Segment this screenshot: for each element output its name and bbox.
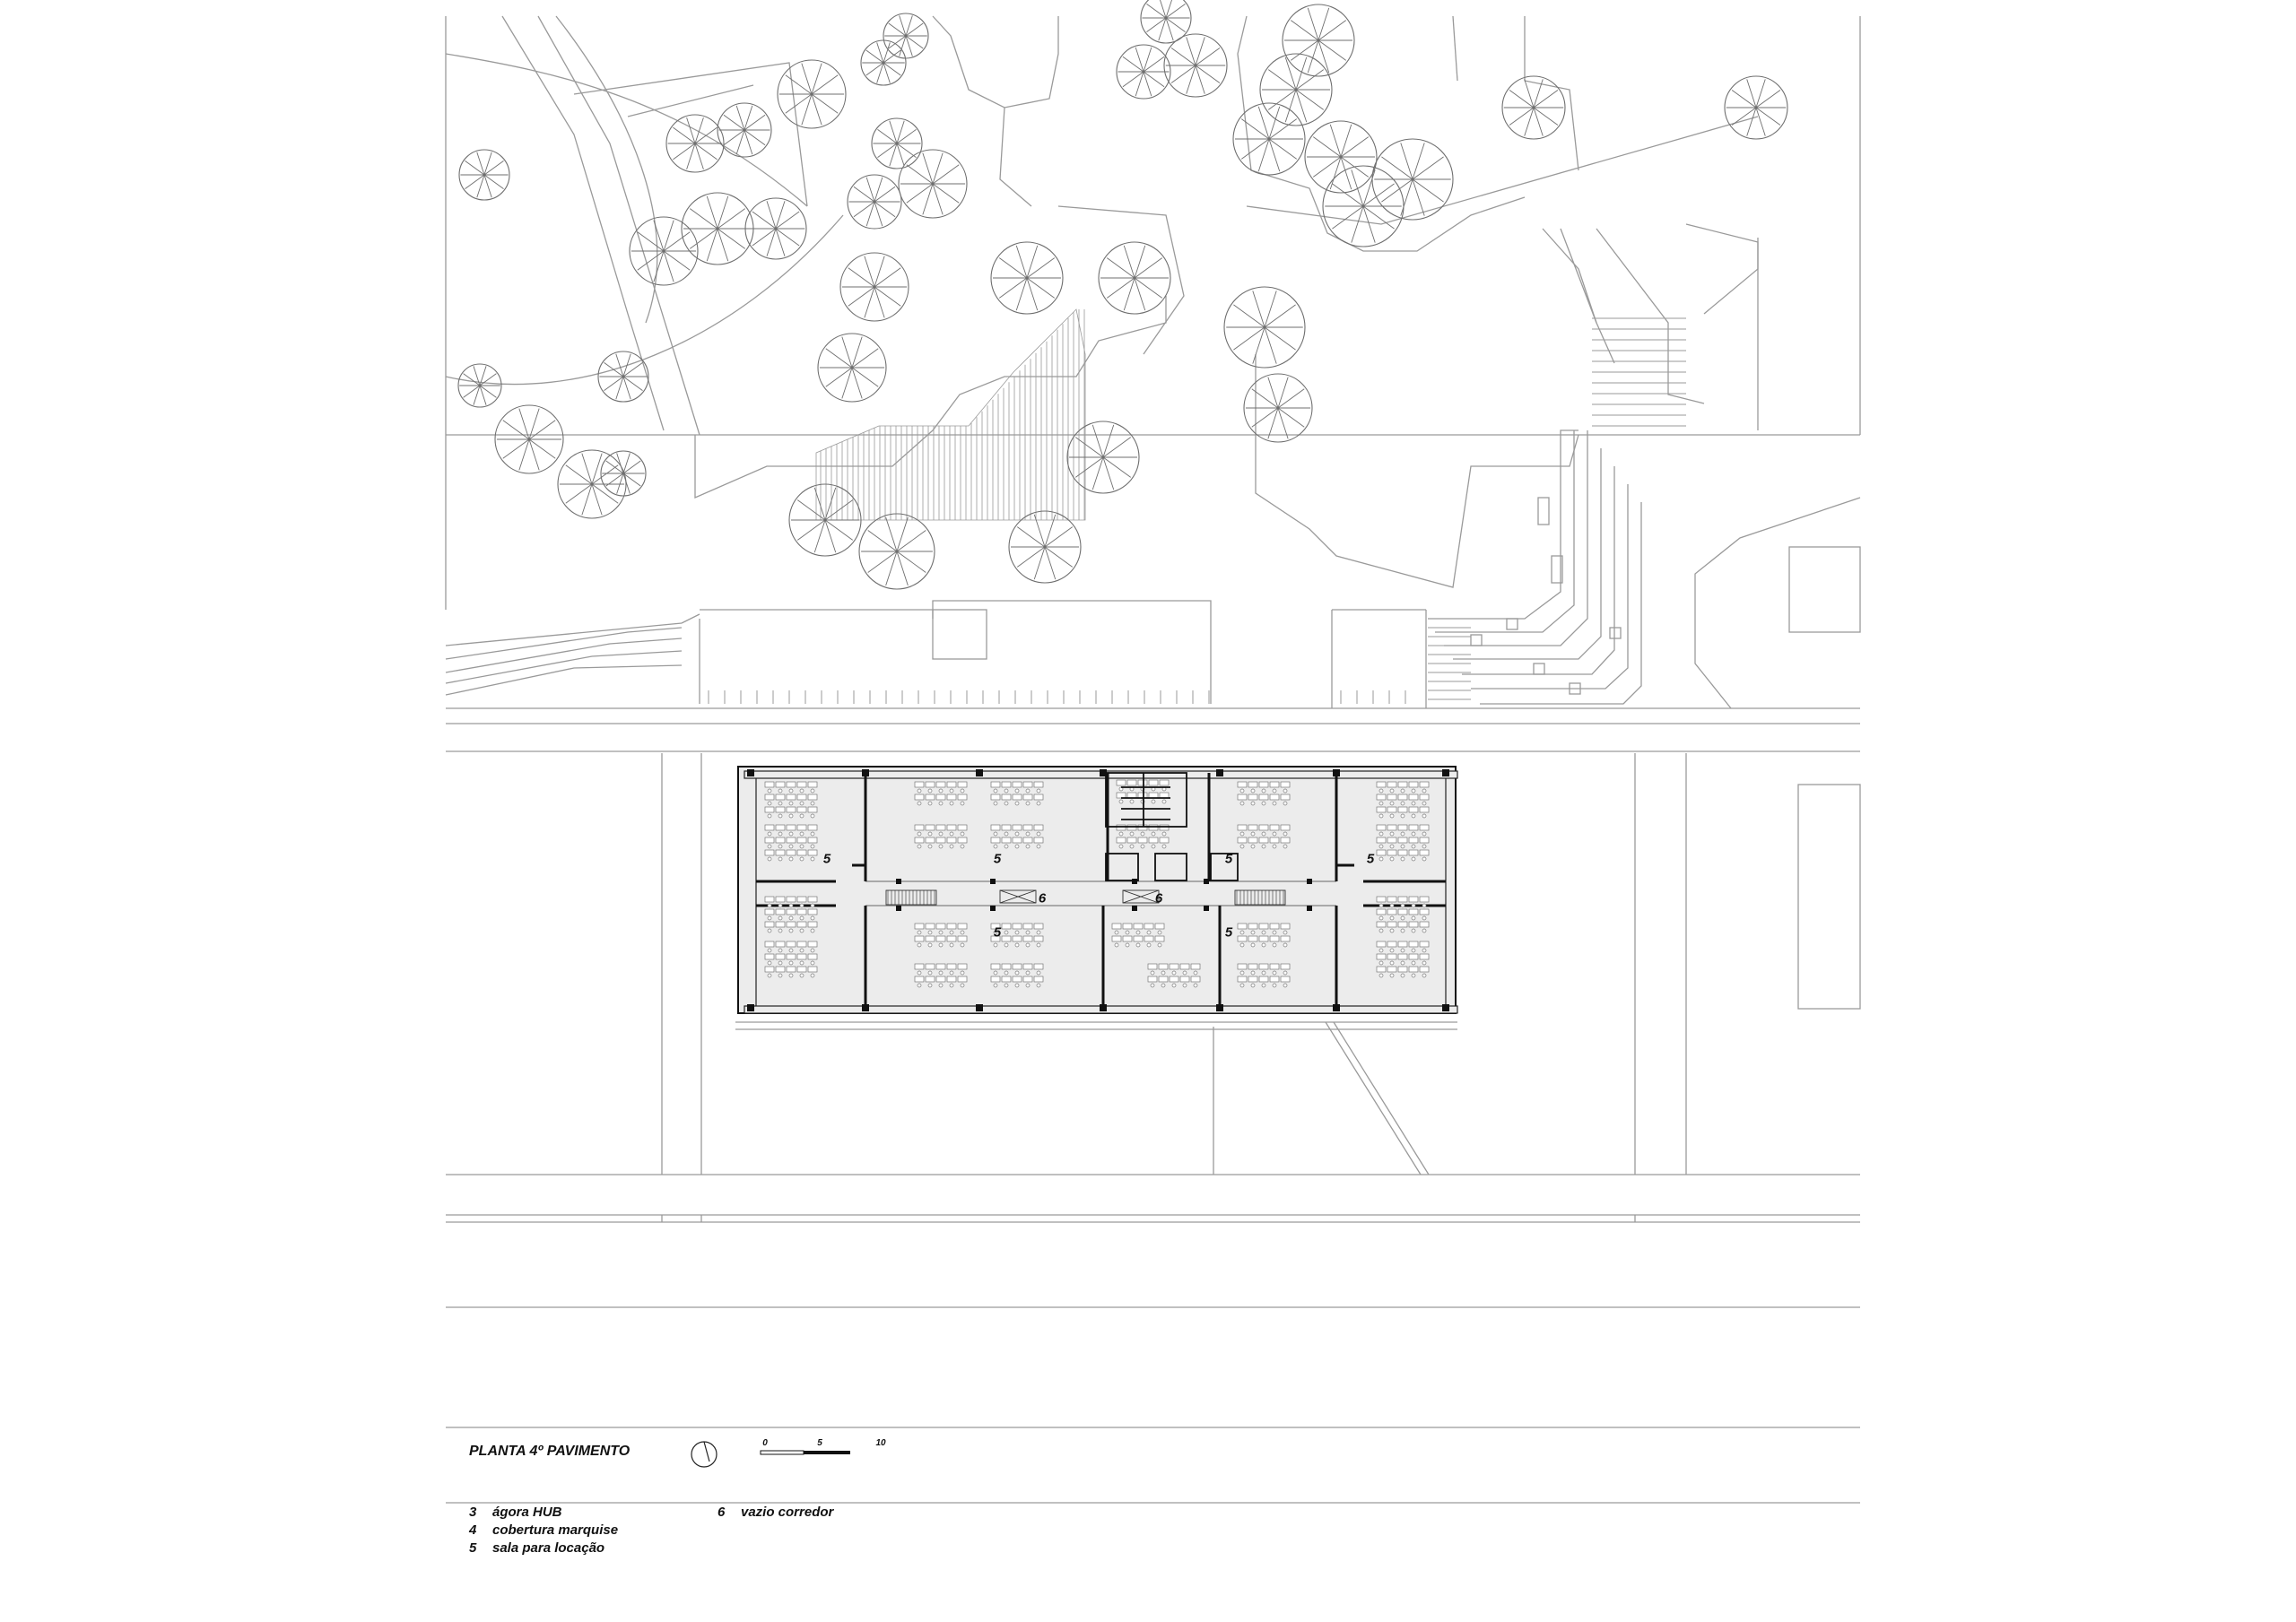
room-label: 5 <box>822 851 831 867</box>
scale-tick-label: 5 <box>817 1438 822 1448</box>
tree-icon <box>859 514 935 589</box>
tree-icon <box>1009 511 1081 583</box>
tree-icon <box>1067 421 1139 493</box>
tree-icon <box>1117 45 1170 99</box>
legend-item <box>469 1540 604 1556</box>
tree-icon <box>840 253 909 321</box>
building-floor <box>738 767 1456 1013</box>
tree-icon <box>883 13 928 58</box>
room-label: 5 <box>1224 924 1233 941</box>
legend-item <box>718 1505 833 1520</box>
tree-icon <box>666 115 724 172</box>
legend-item <box>469 1522 618 1538</box>
tree-icon <box>601 451 646 496</box>
legend-number: 3 <box>469 1505 477 1520</box>
tree-icon <box>861 40 906 85</box>
legend-text: ágora HUB <box>492 1505 562 1520</box>
tree-icon <box>458 364 501 407</box>
tree-icon <box>682 193 753 265</box>
scale-bar <box>761 1451 850 1454</box>
tree-icon <box>1725 76 1787 139</box>
tree-icon <box>745 198 806 259</box>
tree-icon <box>1164 34 1227 97</box>
tree-icon <box>872 118 922 169</box>
room-label: 5 <box>993 851 1002 867</box>
tree-icon <box>598 351 648 402</box>
tree-icon <box>789 484 861 556</box>
room-label: 5 <box>1224 851 1233 867</box>
legend-item <box>469 1505 562 1520</box>
tree-icon <box>1323 166 1404 247</box>
tree-icon <box>1224 287 1305 368</box>
scale-tick-label: 0 <box>762 1438 768 1448</box>
tree-icon <box>459 150 509 200</box>
room-label: 5 <box>993 924 1002 941</box>
tree-icon <box>630 217 698 285</box>
legend-number: 5 <box>469 1540 477 1556</box>
tree-icon <box>558 450 626 518</box>
scale-tick-label: 10 <box>875 1438 886 1448</box>
legend-text: cobertura marquise <box>492 1522 619 1538</box>
legend-text: vazio corredor <box>741 1505 834 1520</box>
tree-icon <box>778 60 846 128</box>
room-label: 6 <box>1154 890 1163 906</box>
tree-icon <box>1283 4 1354 76</box>
tree-icon <box>848 175 901 229</box>
tree-icon <box>1305 121 1377 193</box>
tree-icon <box>718 103 771 157</box>
tree-icon <box>818 334 886 402</box>
legend-number: 4 <box>469 1522 477 1538</box>
room-label: 5 <box>1366 851 1375 867</box>
tree-icon <box>1372 139 1453 220</box>
north-arrow-icon <box>691 1442 717 1467</box>
tree-icon <box>1502 76 1565 139</box>
drawing-title: PLANTA 4º PAVIMENTO <box>469 1444 631 1459</box>
tree-icon <box>1244 374 1312 442</box>
tree-icon <box>1099 242 1170 314</box>
room-label: 6 <box>1038 890 1047 906</box>
legend-number: 6 <box>718 1505 726 1520</box>
tree-icon <box>899 150 967 218</box>
tree-icon <box>991 242 1063 314</box>
legend-text: sala para locação <box>492 1540 605 1556</box>
tree-icon <box>495 405 563 473</box>
